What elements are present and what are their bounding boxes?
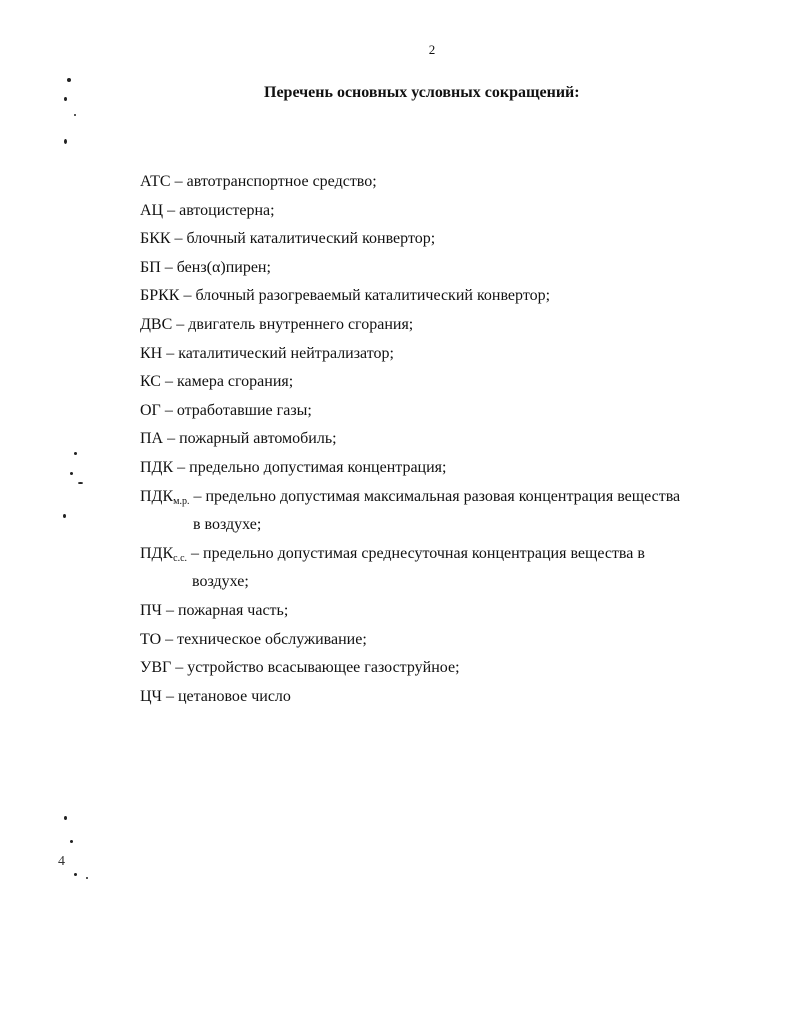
abbreviation: АЦ (140, 201, 164, 219)
abbreviation-subscript: м.р. (173, 495, 190, 507)
abbreviation: КН (140, 344, 163, 362)
page-number: 2 (428, 42, 436, 57)
list-item (140, 254, 740, 283)
abbreviation: ТО (140, 630, 162, 648)
scan-speck (67, 78, 71, 82)
list-item (140, 540, 740, 569)
abbreviation: БП (140, 258, 161, 276)
definition: – цетановое число (161, 687, 291, 705)
page-title: Перечень основных условных сокращений: (264, 84, 580, 101)
list-item (140, 626, 740, 655)
abbreviation-subscript: с.с. (173, 552, 188, 564)
list-item (140, 340, 740, 369)
scan-speck (64, 139, 67, 144)
scan-speck (74, 873, 77, 876)
scan-speck (63, 514, 66, 518)
abbreviation-list (140, 168, 740, 711)
definition: – предельно допустимая концентрация; (173, 458, 447, 476)
definition: – пожарная часть; (161, 601, 289, 619)
definition: – устройство всасывающее газоструйное; (171, 659, 460, 677)
margin-mark: 4 (58, 854, 65, 869)
definition: – предельно допустимая максимальная разовая концентрация вещества (189, 487, 681, 505)
definition: – пожарный автомобиль; (163, 430, 337, 448)
abbreviation: ПДК (140, 458, 174, 476)
scan-speck (74, 452, 77, 455)
abbreviation: ДВС (140, 315, 173, 333)
scan-speck (70, 472, 73, 475)
abbreviation: КС (140, 373, 161, 391)
scan-speck (64, 816, 67, 820)
abbreviation: БКК (140, 230, 171, 248)
scan-speck (78, 482, 83, 484)
list-item (140, 683, 740, 712)
definition: – техническое обслуживание; (161, 630, 367, 648)
abbreviation: УВГ (140, 659, 172, 677)
scan-speck (64, 97, 67, 101)
abbreviation: ПА (140, 430, 164, 448)
definition: – автотранспортное средство; (170, 173, 377, 190)
list-item (140, 597, 740, 626)
abbreviation: ОГ (140, 401, 161, 419)
definition: – автоцистерна; (163, 201, 275, 219)
list-item (140, 397, 740, 426)
abbreviation: БРКК (140, 287, 180, 305)
definition: – каталитический нейтрализатор; (162, 344, 394, 362)
definition: – камера сгорания; (160, 373, 294, 391)
list-item (140, 654, 740, 683)
definition-continuation: в воздухе; (193, 516, 262, 534)
abbreviation: ЦЧ (140, 687, 162, 705)
list-item (140, 197, 740, 226)
definition: – бенз(α)пирен; (160, 258, 271, 276)
definition: – предельно допустимая среднесуточная концентрация вещества в (187, 544, 645, 562)
list-item (140, 225, 740, 254)
definition: – блочный разогреваемый каталитический конвертор; (179, 287, 551, 305)
list-item (140, 454, 740, 483)
abbreviation: ПДК (140, 487, 174, 505)
scan-speck (86, 877, 88, 879)
definition: – двигатель внутреннего сгорания; (172, 315, 414, 333)
scan-speck (74, 114, 76, 116)
definition: – отработавшие газы; (160, 401, 312, 419)
list-item (140, 311, 740, 340)
abbreviation: АТС (140, 173, 171, 190)
list-item (140, 368, 740, 397)
abbreviation: ПДК (140, 544, 174, 562)
definition: – блочный каталитический конвертор; (170, 230, 436, 248)
list-item (140, 282, 740, 311)
scan-speck (70, 840, 73, 843)
list-item-continuation (140, 511, 740, 540)
list-item (140, 483, 740, 512)
list-item (140, 425, 740, 454)
list-item (140, 168, 740, 197)
definition-continuation: воздухе; (192, 573, 249, 591)
list-item-continuation (140, 568, 740, 597)
abbreviation: ПЧ (140, 601, 162, 619)
